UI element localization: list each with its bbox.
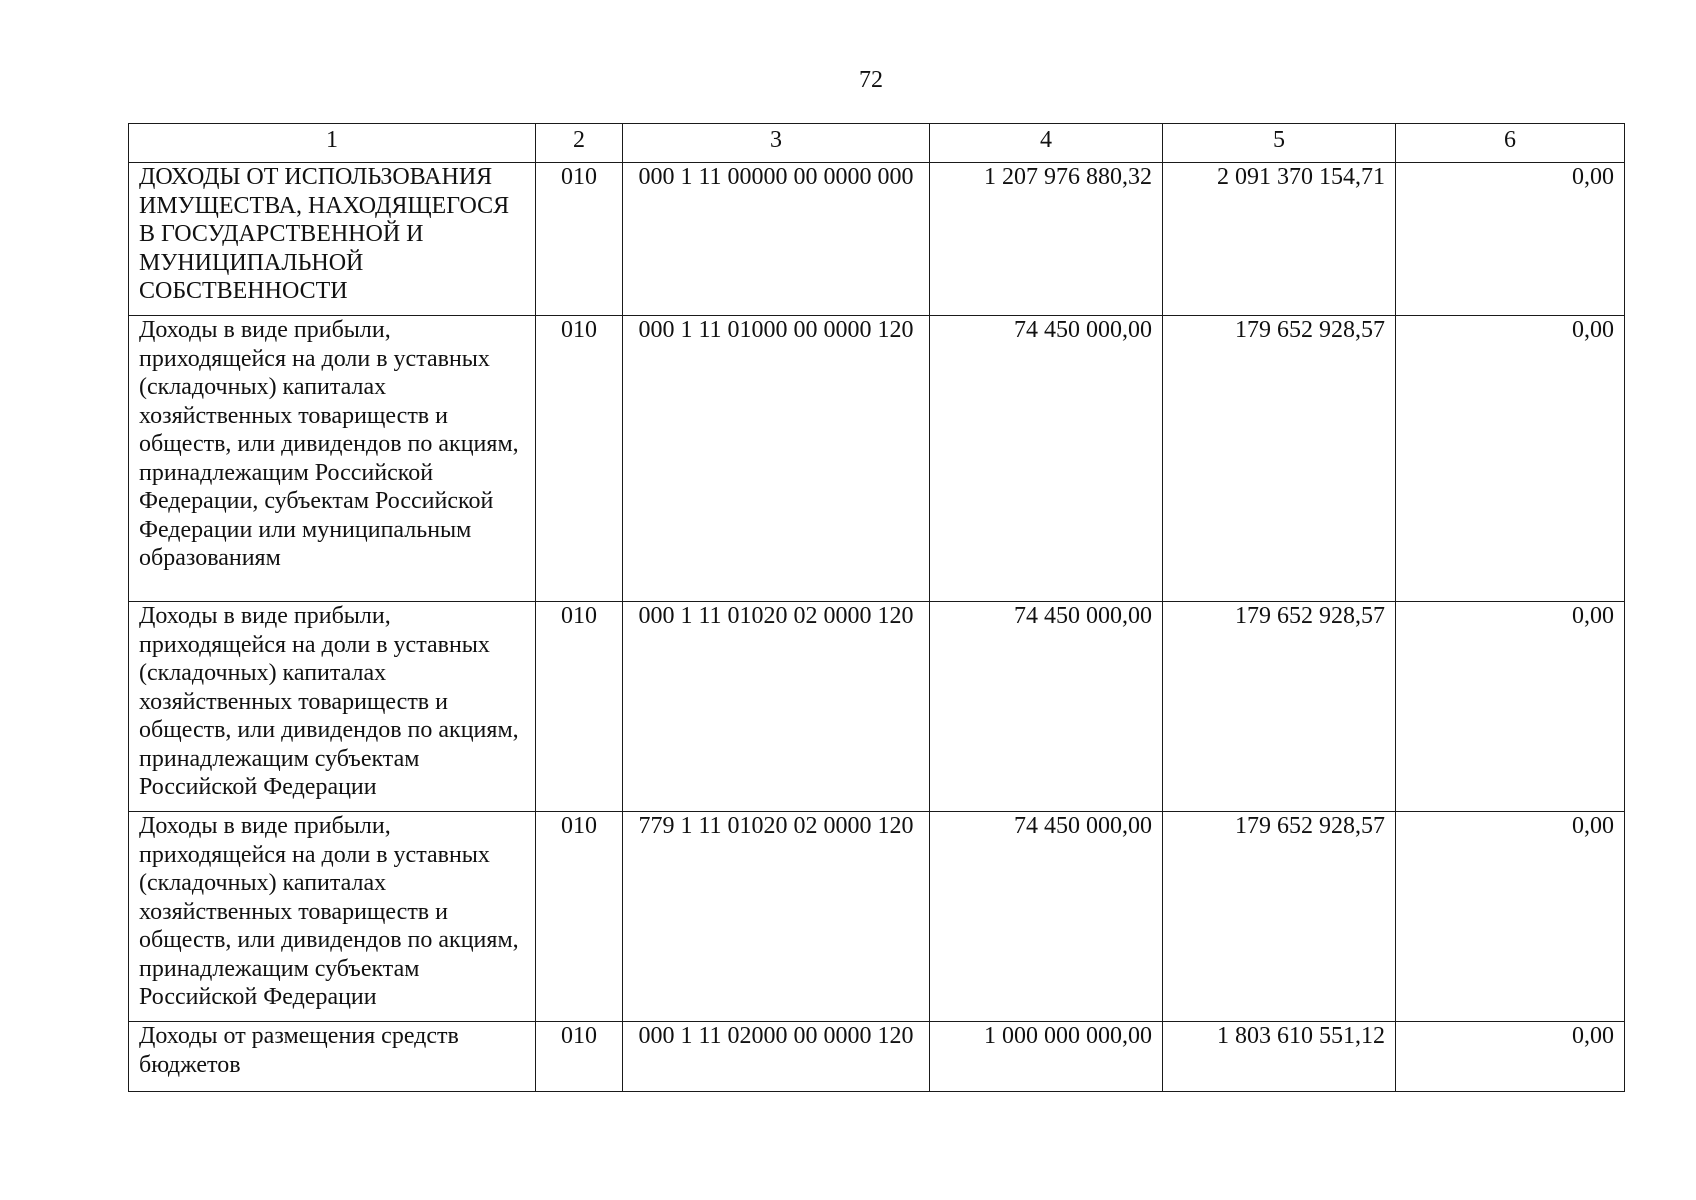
amount-col6: 0,00 — [1396, 602, 1625, 812]
amount-col6: 0,00 — [1396, 812, 1625, 1022]
amount-col5: 179 652 928,57 — [1163, 812, 1396, 1022]
amount-col5: 179 652 928,57 — [1163, 602, 1396, 812]
amount-col4: 1 207 976 880,32 — [930, 163, 1163, 316]
row-name: ДОХОДЫ ОТ ИСПОЛЬЗОВАНИЯ ИМУЩЕСТВА, НАХОДЯЩЕГОСЯ В ГОСУДАРСТВЕННОЙ И МУНИЦИПАЛЬНОЙ СОБСТВЕННОСТИ — [129, 163, 536, 316]
amount-col4: 74 450 000,00 — [930, 602, 1163, 812]
column-header-6: 6 — [1396, 124, 1625, 163]
table-row — [129, 1022, 1625, 1092]
amount-col4: 74 450 000,00 — [930, 812, 1163, 1022]
row-code: 010 — [536, 812, 623, 1022]
table-row — [129, 316, 1625, 602]
budget-classification-code: 000 1 11 02000 00 0000 120 — [623, 1022, 930, 1092]
row-code: 010 — [536, 1022, 623, 1092]
table-row — [129, 163, 1625, 316]
row-name: Доходы от размещения средств бюджетов — [129, 1022, 536, 1092]
budget-classification-code: 000 1 11 01020 02 0000 120 — [623, 602, 930, 812]
amount-col6: 0,00 — [1396, 316, 1625, 602]
row-name: Доходы в виде прибыли, приходящейся на доли в уставных (складочных) капиталах хозяйственных товариществ и обществ, или дивидендов по акциям, принадлежащим субъектам Российской Федерации — [129, 812, 536, 1022]
page-number: 72 — [859, 67, 883, 93]
budget-classification-code: 000 1 11 00000 00 0000 000 — [623, 163, 930, 316]
row-code: 010 — [536, 602, 623, 812]
column-header-5: 5 — [1163, 124, 1396, 163]
amount-col5: 2 091 370 154,71 — [1163, 163, 1396, 316]
income-table — [128, 123, 1625, 1092]
column-header-2: 2 — [536, 124, 623, 163]
table-header-row — [129, 124, 1625, 163]
row-name: Доходы в виде прибыли, приходящейся на доли в уставных (складочных) капиталах хозяйственных товариществ и обществ, или дивидендов по акциям, принадлежащим субъектам Российской Федерации — [129, 602, 536, 812]
column-header-4: 4 — [930, 124, 1163, 163]
amount-col5: 179 652 928,57 — [1163, 316, 1396, 602]
column-header-3: 3 — [623, 124, 930, 163]
budget-classification-code: 000 1 11 01000 00 0000 120 — [623, 316, 930, 602]
amount-col4: 1 000 000 000,00 — [930, 1022, 1163, 1092]
amount-col4: 74 450 000,00 — [930, 316, 1163, 602]
budget-classification-code: 779 1 11 01020 02 0000 120 — [623, 812, 930, 1022]
row-name: Доходы в виде прибыли, приходящейся на доли в уставных (складочных) капиталах хозяйственных товариществ и обществ, или дивидендов по акциям, принадлежащим Российской Федерации, субъектам Российской Федерации или муниципальным образованиям — [129, 316, 536, 602]
row-code: 010 — [536, 316, 623, 602]
table-row — [129, 602, 1625, 812]
amount-col6: 0,00 — [1396, 163, 1625, 316]
column-header-1: 1 — [129, 124, 536, 163]
amount-col6: 0,00 — [1396, 1022, 1625, 1092]
table-row — [129, 812, 1625, 1022]
amount-col5: 1 803 610 551,12 — [1163, 1022, 1396, 1092]
row-code: 010 — [536, 163, 623, 316]
